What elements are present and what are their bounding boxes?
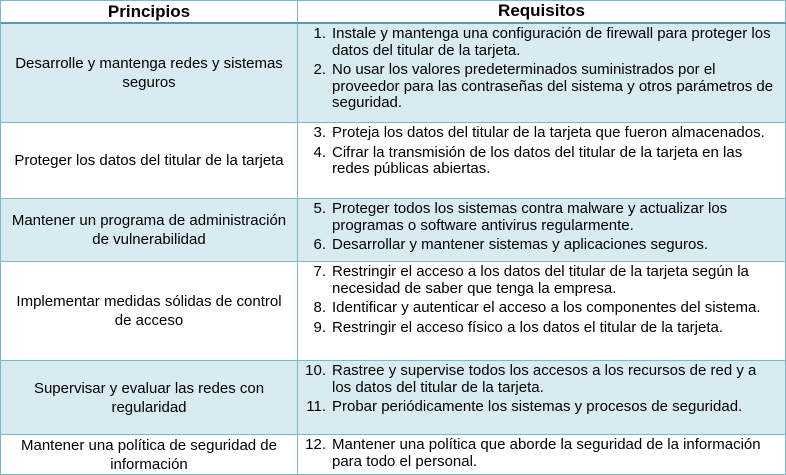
table-row <box>0 199 786 262</box>
requirement-item <box>306 398 779 416</box>
requirements-cell <box>298 262 785 360</box>
requirement-item <box>305 436 779 470</box>
requirement-number: 1. <box>313 25 326 42</box>
principle-cell: Supervisar y evaluar las redes con regularidad <box>1 361 298 434</box>
principle-cell: Proteger los datos del titular de la tarjeta <box>1 123 298 198</box>
requirement-number: 3. <box>313 124 326 141</box>
requirement-number: 5. <box>313 200 326 217</box>
requirements-cell <box>298 361 785 434</box>
requirement-item <box>313 263 779 297</box>
requirement-text: Desarrollar y mantener sistemas y aplicaciones seguros. <box>332 236 708 253</box>
requirements-cell <box>298 199 785 261</box>
requirement-text: No usar los valores predeterminados suministrados por el proveedor para las contraseñas del sistema y otros parámetros de seguridad. <box>332 61 774 111</box>
table-row <box>0 123 786 199</box>
table-row <box>0 361 786 435</box>
requirement-text: Mantener una política que aborde la seguridad de la información para todo el personal. <box>332 436 761 470</box>
requirement-item <box>313 143 779 178</box>
requirement-text: Probar periódicamente los sistemas y procesos de seguridad. <box>332 398 743 415</box>
requirement-text: Restringir el acceso físico a los datos el titular de la tarjeta. <box>332 318 724 336</box>
table-row <box>0 435 786 475</box>
requirement-number: 4. <box>313 143 326 161</box>
requirement-text: Cifrar la transmisión de los datos del titular de la tarjeta en las redes públicas abiertas. <box>332 143 743 177</box>
requirement-number: 12. <box>305 436 326 453</box>
header-principios: Principios <box>1 1 298 22</box>
requirement-item <box>313 236 779 254</box>
table-row <box>0 24 786 123</box>
requirement-number: 10. <box>305 362 326 379</box>
requirement-item <box>313 61 779 112</box>
principle-cell: Mantener un programa de administración de vulnerabilidad <box>1 199 298 261</box>
requirement-number: 8. <box>313 299 326 316</box>
requirement-item <box>313 124 779 142</box>
requirements-cell <box>298 24 785 122</box>
requirement-item <box>305 362 779 396</box>
requirement-number: 11. <box>306 398 326 415</box>
requirement-text: Restringir el acceso a los datos del titular de la tarjeta según la necesidad de saber que tenga la empresa. <box>332 263 749 297</box>
requirement-item <box>313 200 779 234</box>
requirement-text: Rastree y supervise todos los accesos a los recursos de red y a los datos del titular de la tarjeta. <box>332 362 757 396</box>
requirement-text: Instale y mantenga una configuración de firewall para proteger los datos del titular de la tarjeta. <box>332 25 771 59</box>
requirement-number: 2. <box>313 61 326 78</box>
principle-cell: Implementar medidas sólidas de control de acceso <box>1 262 298 360</box>
requirements-cell <box>298 435 785 474</box>
requirement-item <box>313 25 779 59</box>
requirement-number: 9. <box>313 318 326 336</box>
header-requisitos: Requisitos <box>498 1 585 21</box>
principle-cell: Mantener una política de seguridad de información <box>1 435 298 474</box>
requirement-item <box>313 318 779 337</box>
requirement-text: Proteger todos los sistemas contra malware y actualizar los programas o software antivirus regularmente. <box>332 200 728 234</box>
requirement-number: 6. <box>313 236 326 253</box>
requirement-text: Identificar y autenticar el acceso a los componentes del sistema. <box>332 299 761 316</box>
table-header-row <box>0 0 786 24</box>
table-row <box>0 262 786 361</box>
principle-cell: Desarrolle y mantenga redes y sistemas seguros <box>1 24 298 122</box>
requirement-item <box>313 299 779 317</box>
requirement-text: Proteja los datos del titular de la tarjeta que fueron almacenados. <box>332 124 765 141</box>
requirement-number: 7. <box>313 263 326 280</box>
requirements-cell <box>298 123 785 198</box>
